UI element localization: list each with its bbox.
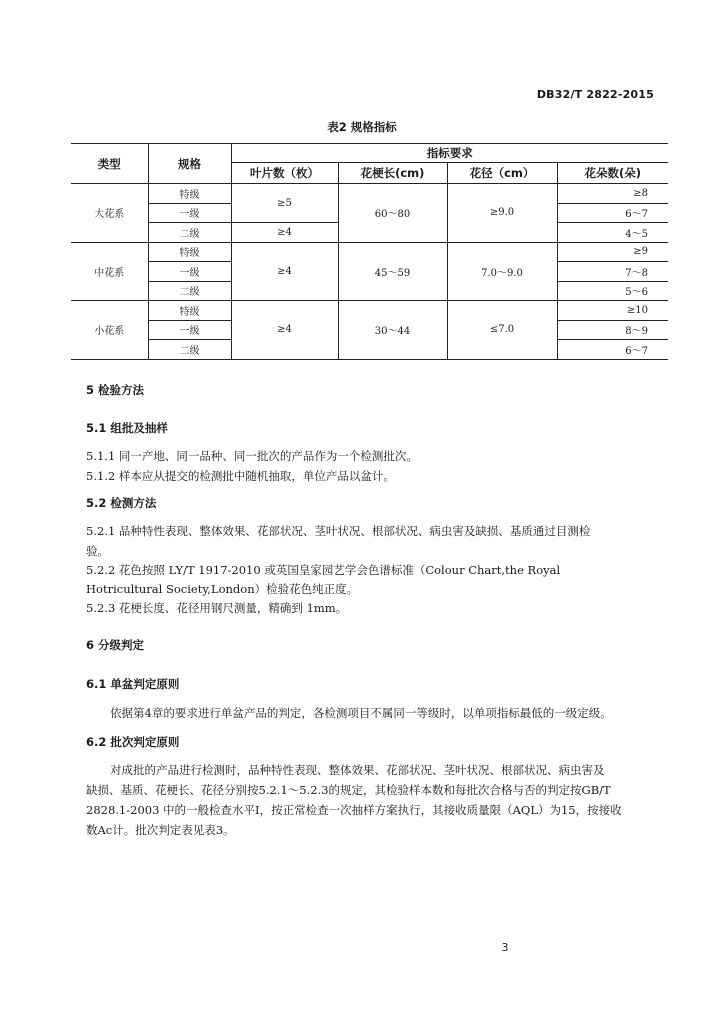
grade-cell: 二级 [148,340,231,360]
clause-6-2-line4: 数Ac计。批次判定表见表3。 [86,823,235,837]
table-row [71,242,668,262]
flowers-cell: 5～6 [557,281,668,301]
clause-6-1-paragraph: 依据第4章的要求进行单盆产品的判定，各检测项目不属同一等级时，以单项指标最低的一级定级。 [110,706,612,720]
standard-code: DB32/T 2822-2015 [536,88,654,101]
clause-5-2-1-line2: 验。 [86,544,109,558]
clause-5-2-3: 5.2.3 花梗长度、花径用钢尺测量，精确到 1mm。 [86,601,348,615]
type-cell: 中花系 [71,242,148,301]
stem-cell: 45～59 [338,242,447,301]
leaves-cell: ≥4 [231,242,338,301]
clause-5-2-2-line2: Hotricultural Society,London）检验花色纯正度。 [86,582,359,596]
page-number: 3 [501,941,509,954]
clause-6-2-line3: 2828.1-2003 中的一般检查水平Ⅰ，按正常检查一次抽样方案执行，其接收质量限（AQL）为15，按接收 [86,803,622,817]
leaves-cell: ≥4 [231,301,338,360]
flowers-cell: ≥9 [557,242,668,262]
flowers-cell: 8～9 [557,320,668,340]
table-row [71,301,668,321]
header-flower-diameter: 花径（cm） [447,163,557,184]
type-cell: 大花系 [71,184,148,243]
clause-6-2-line1: 对成批的产品进行检测时，品种特性表现、整体效果、花部状况、茎叶状况、根部状况、病虫害及 [110,763,605,777]
clause-5-1-1: 5.1.1 同一产地、同一品种、同一批次的产品作为一个检测批次。 [86,449,418,463]
grade-cell: 一级 [148,203,231,223]
clause-6-2-line2: 缺损、基质、花梗长、花径分别按5.2.1～5.2.3的规定，其检验样本数和每批次合格与否的判定按GB/T [86,783,611,797]
spec-table [71,143,668,360]
flowers-cell: 7～8 [557,262,668,282]
section-6-1-heading: 6.1 单盆判定原则 [86,677,180,691]
type-cell: 小花系 [71,301,148,360]
header-flower-count: 花朵数(朵) [557,163,668,184]
stem-cell: 30～44 [338,301,447,360]
grade-cell: 二级 [148,223,231,243]
flowers-cell: 4～5 [557,223,668,243]
section-5-heading: 5 检验方法 [86,383,145,397]
flowers-cell: ≥8 [557,184,668,204]
clause-5-2-2-line1: 5.2.2 花色按照 LY/T 1917-2010 或英国皇家园艺学会色谱标准（Colour Chart,the Royal [86,563,561,577]
header-leaves: 叶片数（枚） [231,163,338,184]
flowers-cell: 6～7 [557,203,668,223]
stem-cell: 60～80 [338,184,447,243]
grade-cell: 一级 [148,320,231,340]
clause-5-2-1-line1: 5.2.1 品种特性表现、整体效果、花部状况、茎叶状况、根部状况、病虫害及缺损、基质通过目测检 [86,524,591,538]
diameter-cell: ≤7.0 [447,301,557,360]
clause-5-1-2: 5.1.2 样本应从提交的检测批中随机抽取，单位产品以盆计。 [86,469,395,483]
section-6-heading: 6 分级判定 [86,638,145,652]
grade-cell: 特级 [148,184,231,204]
grade-cell: 二级 [148,281,231,301]
leaves-cell: ≥4 [231,223,338,243]
header-stem-length: 花梗长(cm) [338,163,447,184]
flowers-cell: 6～7 [557,340,668,360]
table-row [71,184,668,204]
leaves-cell: ≥5 [231,184,338,223]
header-indicator-group: 指标要求 [231,144,668,163]
grade-cell: 特级 [148,242,231,262]
header-grade: 规格 [148,144,231,184]
grade-cell: 特级 [148,301,231,321]
diameter-cell: ≥9.0 [447,184,557,243]
header-type: 类型 [71,144,148,184]
section-5-1-heading: 5.1 组批及抽样 [86,421,168,435]
diameter-cell: 7.0～9.0 [447,242,557,301]
table-title: 表2 规格指标 [327,120,397,134]
section-6-2-heading: 6.2 批次判定原则 [86,735,180,749]
flowers-cell: ≥10 [557,301,668,321]
grade-cell: 一级 [148,262,231,282]
section-5-2-heading: 5.2 检测方法 [86,496,157,510]
